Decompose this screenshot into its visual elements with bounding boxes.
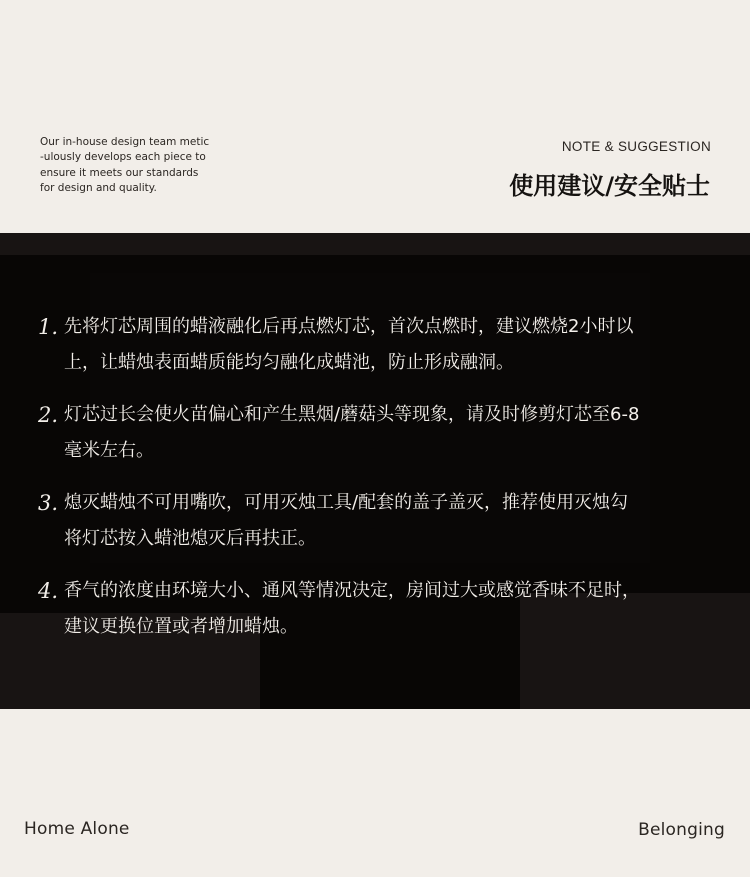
note-line: 建议更换位置或者增加蜡烛。 — [64, 616, 298, 637]
note-line: 香气的浓度由环境大小、通风等情况决定，房间过大或感觉香味不足时， — [64, 580, 640, 601]
note-item — [38, 573, 718, 645]
footer-brand-left: Home Alone — [24, 819, 130, 839]
notes-panel — [0, 233, 750, 709]
intro-line: Our in-house design team metic — [40, 136, 210, 148]
note-line: 先将灯芯周围的蜡液融化后再点燃灯芯，首次点燃时，建议燃烧2小时以 — [64, 316, 634, 337]
note-number: 3. — [38, 491, 59, 515]
note-line: 将灯芯按入蜡池熄灭后再扶正。 — [64, 528, 316, 549]
note-item — [38, 397, 718, 469]
section-title: 使用建议/安全贴士 — [509, 172, 710, 200]
footer-brand-right: Belonging — [638, 820, 725, 840]
note-line: 毫米左右。 — [64, 440, 154, 461]
note-item — [38, 485, 718, 557]
note-number: 4. — [38, 579, 59, 603]
note-number: 1. — [38, 315, 59, 339]
intro-line: ensure it meets our standards — [40, 166, 199, 179]
section-label: NOTE & SUGGESTION — [561, 139, 711, 154]
note-line: 熄灭蜡烛不可用嘴吹，可用灭烛工具/配套的盖子盖灭，推荐使用灭烛勾 — [64, 492, 629, 513]
notes-list — [38, 309, 718, 661]
note-line: 上，让蜡烛表面蜡质能均匀融化成蜡池，防止形成融洞。 — [64, 352, 514, 373]
intro-line: -ulously develops each piece to — [40, 151, 206, 164]
note-item — [38, 309, 718, 381]
note-line: 灯芯过长会使火苗偏心和产生黑烟/蘑菇头等现象，请及时修剪灯芯至6-8 — [64, 404, 640, 425]
intro-line: for design and quality. — [40, 181, 157, 194]
header-section — [0, 0, 750, 233]
intro-text — [40, 135, 240, 196]
note-number: 2. — [38, 403, 59, 427]
footer-section — [0, 709, 750, 877]
